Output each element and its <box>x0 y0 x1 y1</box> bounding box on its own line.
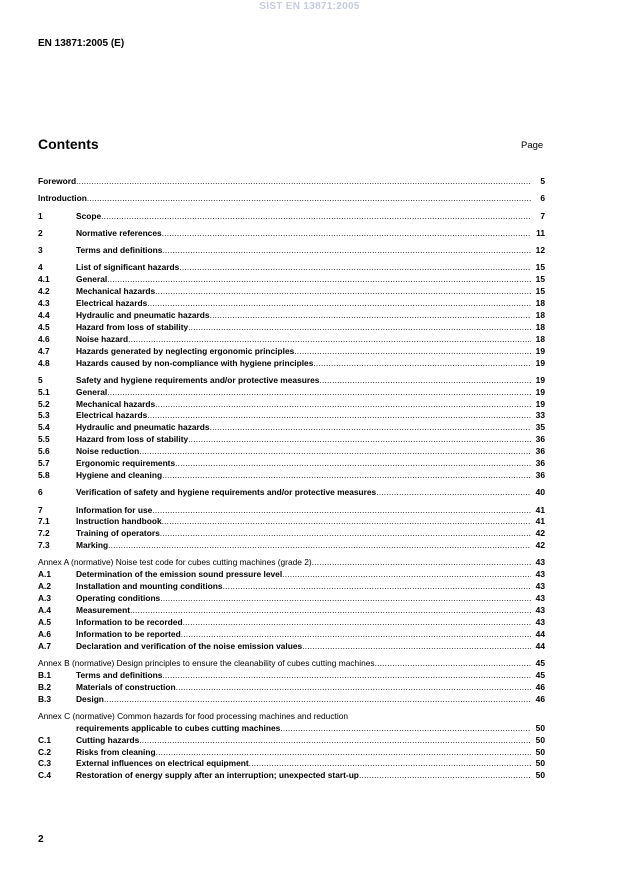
toc-entry-page: 5 <box>540 176 545 186</box>
page-number: 2 <box>38 834 44 845</box>
toc-entry-page: 15 <box>535 262 545 273</box>
toc-entry-number: 4.4 <box>38 309 50 320</box>
toc-entry-page: 12 <box>535 245 545 256</box>
page-column-label: Page <box>521 140 544 151</box>
toc-entry-title: Noise reduction ..... <box>76 446 531 458</box>
toc-entry-title: Hazards generated by neglecting ergonomic principles ..... <box>76 346 531 358</box>
toc-entry-title: Declaration and verification of the noise emission values ..... <box>76 641 531 653</box>
toc-entry[interactable] <box>38 629 545 641</box>
toc-entry-number: A.1 <box>38 569 52 580</box>
toc-entry-page: 18 <box>535 321 545 332</box>
toc-entry[interactable] <box>38 569 545 581</box>
toc-entry[interactable] <box>38 516 545 528</box>
toc-entry[interactable] <box>38 723 545 735</box>
toc-entry-page: 42 <box>535 528 545 539</box>
toc-entry-title: Ergonomic requirements ..... <box>76 458 531 470</box>
toc-entry-title: Terms and definitions ..... <box>76 245 531 257</box>
toc-entry-number: 7.1 <box>38 516 50 527</box>
toc-entry[interactable] <box>38 711 545 723</box>
toc-entry-page: 43 <box>535 605 545 616</box>
toc-entry-title: General ..... <box>76 387 531 399</box>
toc-entry-title: Electrical hazards ..... <box>76 410 531 422</box>
toc-entry-title: Measurement ..... <box>76 605 531 617</box>
toc-entry-title: Restoration of energy supply after an interruption; unexpected start-up ..... <box>76 770 531 782</box>
toc-entry-number: 7.2 <box>38 528 50 539</box>
toc-entry-page: 50 <box>535 722 545 733</box>
toc-entry-title: Information to be reported ..... <box>76 629 531 641</box>
toc-entry-page: 36 <box>535 469 545 480</box>
toc-entry-page: 50 <box>535 734 545 745</box>
toc-entry-title: Training of operators ..... <box>76 528 531 540</box>
toc-entry-number: B.1 <box>38 669 52 680</box>
toc-entry[interactable] <box>38 747 545 759</box>
toc-entry-page: 19 <box>535 398 545 409</box>
toc-entry-page: 19 <box>535 386 545 397</box>
toc-entry-page: 19 <box>535 374 545 385</box>
toc-entry-title: External influences on electrical equipment ..... <box>76 758 531 770</box>
toc-entry-number: 4.3 <box>38 298 50 309</box>
toc-entry-page: 36 <box>535 434 545 445</box>
toc-entry-number: 1 <box>38 210 43 221</box>
toc-entry-page: 36 <box>535 458 545 469</box>
toc-entry-title: Information to be recorded ..... <box>76 617 531 629</box>
toc-entry-number: 4.1 <box>38 274 50 285</box>
toc-entry-page: 43 <box>535 557 545 568</box>
toc-entry-number: 5.4 <box>38 422 50 433</box>
toc-entry-number: 4.5 <box>38 321 50 332</box>
toc-entry[interactable] <box>38 540 545 552</box>
toc-entry-page: 46 <box>535 681 545 692</box>
toc-entry-number: A.3 <box>38 593 52 604</box>
toc-entry[interactable] <box>38 682 545 694</box>
toc-entry-page: 43 <box>535 569 545 580</box>
toc-entry-number: C.2 <box>38 746 52 757</box>
toc-entry-title: Foreword ..... <box>38 176 531 188</box>
toc-entry[interactable] <box>38 193 545 205</box>
toc-entry-number: A.4 <box>38 605 52 616</box>
toc-entry-title: Scope ..... <box>76 211 531 223</box>
toc-entry-page: 15 <box>535 274 545 285</box>
toc-entry[interactable] <box>38 387 545 399</box>
toc-entry-number: A.7 <box>38 640 52 651</box>
toc-entry[interactable] <box>38 658 545 670</box>
toc-entry[interactable] <box>38 375 545 387</box>
toc-entry[interactable] <box>38 211 545 223</box>
toc-entry-page: 50 <box>535 758 545 769</box>
toc-entry[interactable] <box>38 286 545 298</box>
page-title: Contents <box>38 136 99 152</box>
toc-entry[interactable] <box>38 228 545 240</box>
toc-entry-number: 5.8 <box>38 469 50 480</box>
toc-entry-page: 41 <box>535 504 545 515</box>
toc-entry-title: Design ..... <box>76 694 531 706</box>
toc-entry-title: Mechanical hazards ..... <box>76 399 531 411</box>
toc-entry-page: 40 <box>535 487 545 498</box>
toc-entry-number: A.5 <box>38 616 52 627</box>
toc-entry[interactable] <box>38 528 545 540</box>
toc-entry[interactable] <box>38 399 545 411</box>
toc-entry[interactable] <box>38 274 545 286</box>
document-id: EN 13871:2005 (E) <box>38 38 125 49</box>
toc-entry-title: Hydraulic and pneumatic hazards ..... <box>76 422 531 434</box>
toc-entry-number: 5.5 <box>38 434 50 445</box>
toc-entry-number: 5.3 <box>38 410 50 421</box>
toc-entry[interactable] <box>38 557 545 569</box>
toc-entry[interactable] <box>38 410 545 422</box>
toc-entry[interactable] <box>38 298 545 310</box>
toc-entry-number: C.4 <box>38 770 52 781</box>
toc-entry-title: Installation and mounting conditions ..... <box>76 581 531 593</box>
toc-entry-page: 43 <box>535 593 545 604</box>
toc-entry[interactable] <box>38 245 545 257</box>
toc-entry-title: Cutting hazards ..... <box>76 735 531 747</box>
toc-entry-number: 4.7 <box>38 345 50 356</box>
toc-entry-title: Safety and hygiene requirements and/or protective measures ..... <box>76 375 531 387</box>
toc-entry-number: 4.2 <box>38 286 50 297</box>
toc-entry-number: 5.6 <box>38 446 50 457</box>
toc-entry-page: 41 <box>535 516 545 527</box>
toc-entry-number: 5 <box>38 374 43 385</box>
toc-entry[interactable] <box>38 487 545 499</box>
toc-entry[interactable] <box>38 310 545 322</box>
toc-entry-number: A.2 <box>38 581 52 592</box>
toc-entry-title: Hazard from loss of stability ..... <box>76 434 531 446</box>
toc-entry-number: A.6 <box>38 628 52 639</box>
toc-entry-number: 6 <box>38 487 43 498</box>
watermark: SIST EN 13871:2005 <box>259 1 360 12</box>
toc-entry[interactable] <box>38 617 545 629</box>
toc-entry-title: Introduction ..... <box>38 193 531 205</box>
toc-entry-page: 11 <box>536 227 545 238</box>
toc-entry-page: 42 <box>535 540 545 551</box>
toc-entry-page: 18 <box>535 333 545 344</box>
toc-entry-number: 2 <box>38 227 43 238</box>
toc-entry-title: Annex A (normative) Noise test code for cubes cutting machines (grade 2) ..... <box>38 557 531 569</box>
toc-entry-page: 36 <box>535 446 545 457</box>
toc-entry-page: 19 <box>535 345 545 356</box>
toc-entry[interactable] <box>38 346 545 358</box>
toc-entry-page: 18 <box>535 309 545 320</box>
toc-entry-number: 5.7 <box>38 458 50 469</box>
toc-entry[interactable] <box>38 434 545 446</box>
toc-entry-title: Information for use ..... <box>76 505 531 517</box>
toc-entry-title: Determination of the emission sound pressure level ..... <box>76 569 531 581</box>
toc-entry-title: Hydraulic and pneumatic hazards ..... <box>76 310 531 322</box>
toc-entry-title: Materials of construction ..... <box>76 682 531 694</box>
toc-entry-page: 19 <box>535 357 545 368</box>
toc-entry-number: 3 <box>38 245 43 256</box>
toc-entry-number: 5.1 <box>38 386 50 397</box>
toc-entry-title: Verification of safety and hygiene requirements and/or protective measures ..... <box>76 487 531 499</box>
toc-entry-title: Operating conditions ..... <box>76 593 531 605</box>
toc-entry[interactable] <box>38 735 545 747</box>
toc-entry[interactable] <box>38 605 545 617</box>
toc-entry-title: Mechanical hazards ..... <box>76 286 531 298</box>
toc-entry-number: 7.3 <box>38 540 50 551</box>
toc-entry[interactable] <box>38 422 545 434</box>
toc-entry[interactable] <box>38 670 545 682</box>
toc-entry-title: Hazards caused by non-compliance with hygiene principles ..... <box>76 358 531 370</box>
toc-entry-number: 5.2 <box>38 398 50 409</box>
toc-entry-title: Noise hazard ..... <box>76 334 531 346</box>
toc-entry-page: 15 <box>535 286 545 297</box>
toc-entry[interactable] <box>38 334 545 346</box>
table-of-contents <box>38 176 545 782</box>
toc-entry-page: 18 <box>535 298 545 309</box>
toc-entry-number: B.2 <box>38 681 52 692</box>
toc-entry-title: Terms and definitions ..... <box>76 670 531 682</box>
toc-entry[interactable] <box>38 758 545 770</box>
toc-entry-page: 50 <box>535 746 545 757</box>
toc-entry-title: Electrical hazards ..... <box>76 298 531 310</box>
toc-entry[interactable] <box>38 694 545 706</box>
toc-entry-title: List of significant hazards ..... <box>76 262 531 274</box>
toc-entry-number: 4.6 <box>38 333 50 344</box>
toc-entry[interactable] <box>38 358 545 370</box>
toc-entry-title: General ..... <box>76 274 531 286</box>
toc-entry-title: Annex B (normative) Design principles to ensure the cleanability of cubes cutting machines ..... <box>38 658 531 670</box>
toc-entry-title: requirements applicable to cubes cutting machines ..... <box>76 723 531 735</box>
toc-entry[interactable] <box>38 322 545 334</box>
toc-entry-number: 4 <box>38 262 43 273</box>
toc-entry[interactable] <box>38 593 545 605</box>
toc-entry-title: Hygiene and cleaning ..... <box>76 470 531 482</box>
toc-entry-page: 45 <box>535 657 545 668</box>
toc-entry-page: 45 <box>535 669 545 680</box>
toc-entry-page: 7 <box>540 210 545 221</box>
toc-entry-page: 33 <box>535 410 545 421</box>
toc-entry-number: 7 <box>38 504 43 515</box>
toc-entry-number: B.3 <box>38 693 52 704</box>
toc-entry-page: 6 <box>540 193 545 204</box>
toc-entry[interactable] <box>38 458 545 470</box>
toc-entry-number: C.3 <box>38 758 52 769</box>
toc-entry-page: 43 <box>535 616 545 627</box>
toc-entry[interactable] <box>38 581 545 593</box>
toc-entry-title: Annex C (normative) Common hazards for food processing machines and reduction <box>38 710 349 721</box>
toc-entry-title: Marking ..... <box>76 540 531 552</box>
toc-entry[interactable] <box>38 446 545 458</box>
toc-entry-page: 35 <box>535 422 545 433</box>
toc-entry[interactable] <box>38 470 545 482</box>
toc-entry-title: Hazard from loss of stability ..... <box>76 322 531 334</box>
toc-entry-number: 4.8 <box>38 357 50 368</box>
toc-entry-page: 44 <box>535 628 545 639</box>
toc-entry[interactable] <box>38 262 545 274</box>
toc-entry-title: Risks from cleaning ..... <box>76 747 531 759</box>
toc-entry-number: C.1 <box>38 734 52 745</box>
toc-entry-page: 46 <box>535 693 545 704</box>
toc-entry-page: 50 <box>535 770 545 781</box>
toc-entry-title: Normative references ..... <box>76 228 531 240</box>
toc-entry[interactable] <box>38 641 545 653</box>
toc-entry-page: 43 <box>535 581 545 592</box>
toc-entry[interactable] <box>38 176 545 188</box>
toc-entry[interactable] <box>38 505 545 517</box>
toc-entry-title: Instruction handbook ..... <box>76 516 531 528</box>
toc-entry-page: 44 <box>535 640 545 651</box>
toc-entry[interactable] <box>38 770 545 782</box>
